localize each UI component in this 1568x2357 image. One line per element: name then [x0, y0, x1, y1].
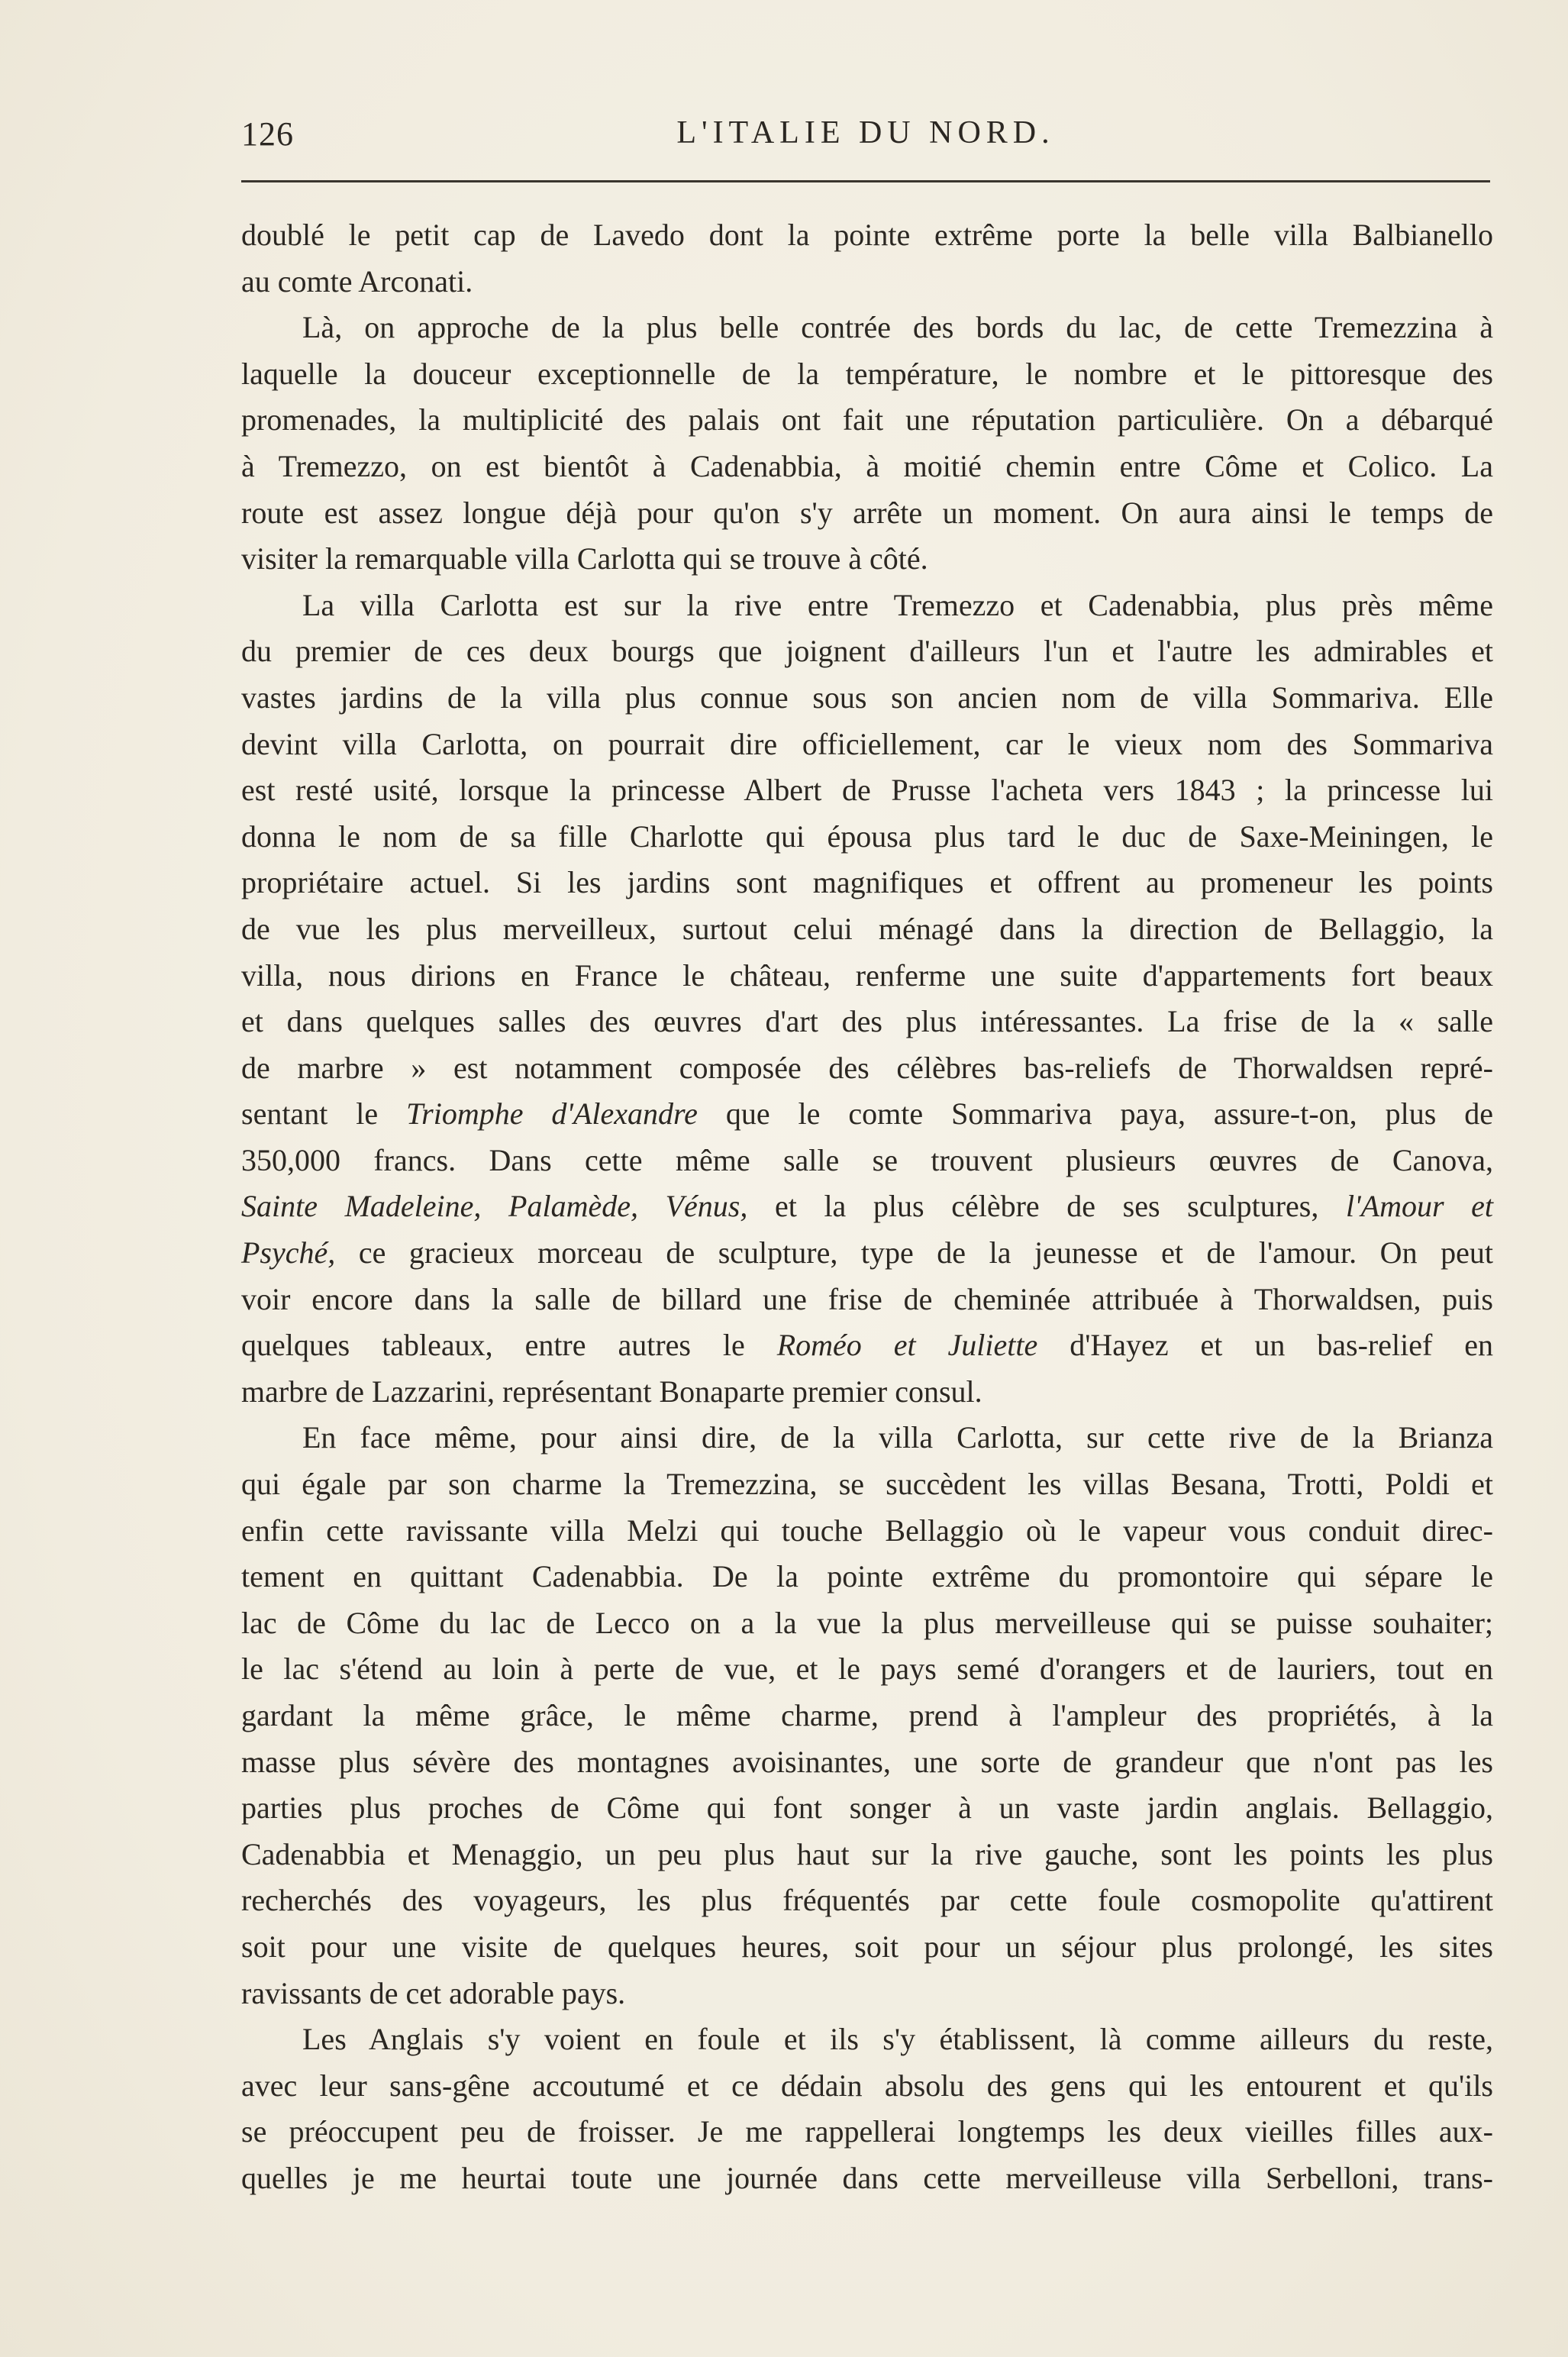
text-line: vastes jardins de la villa plus connue sous son ancien nom de villa Sommariva. Elle — [241, 680, 1493, 715]
text-line: quelles je me heurtai toute une journée dans cette merveilleuse villa Serbelloni, trans- — [241, 2160, 1493, 2195]
text-line: au comte Arconati. — [241, 263, 473, 299]
text-line-with-italic: quelques tableaux, entre autres le Roméo et Juliette d'Hayez et un bas-relief en — [241, 1328, 1493, 1363]
body-text — [241, 212, 1493, 2202]
paragraph-first-line: En face même, pour ainsi dire, de la villa Carlotta, sur cette rive de la Brianza — [302, 1420, 1493, 1455]
text-line: parties plus proches de Côme qui font songer à un vaste jardin anglais. Bellaggio, — [241, 1790, 1493, 1826]
text-line: se préoccupent peu de froisser. Je me rappellerai longtemps les deux vieilles filles aux- — [241, 2114, 1493, 2149]
text-line: enfin cette ravissante villa Melzi qui touche Bellaggio où le vapeur vous conduit direc- — [241, 1513, 1493, 1548]
text-line: donna le nom de sa fille Charlotte qui épousa plus tard le duc de Saxe-Meiningen, le — [241, 818, 1493, 854]
text-line: voir encore dans la salle de billard une frise de cheminée attribuée à Thorwaldsen, puis — [241, 1281, 1493, 1316]
running-title: L'ITALIE DU NORD. — [676, 115, 1055, 150]
header-rule — [241, 180, 1490, 182]
text-line: avec leur sans-gêne accoutumé et ce dédain absolu des gens qui les entourent et qu'ils — [241, 2068, 1493, 2103]
italic-title: Triomphe d'Alexandre — [406, 1096, 698, 1132]
italic-title: l'Amour et — [1345, 1189, 1494, 1224]
paragraph-first-line: Les Anglais s'y voient en foule et ils s'y établissent, là comme ailleurs du reste, — [302, 2022, 1493, 2057]
text-line: doublé le petit cap de Lavedo dont la pointe extrême porte la belle villa Balbianello — [241, 218, 1493, 252]
text-line: villa, nous dirions en France le château, renferme une suite d'appartements fort beaux — [241, 957, 1493, 993]
text-line: du premier de ces deux bourgs que joignent d'ailleurs l'un et l'autre les admirables et — [241, 634, 1493, 669]
page-header — [241, 115, 1490, 153]
text-line: 350,000 francs. Dans cette même salle se trouvent plusieurs œuvres de Canova, — [241, 1142, 1493, 1177]
text-line: promenades, la multiplicité des palais ont fait une réputation particulière. On a débarqué — [241, 402, 1493, 437]
text-line: route est assez longue déjà pour qu'on s'y arrête un moment. On aura ainsi le temps de — [241, 495, 1493, 530]
page-number: 126 — [241, 115, 294, 153]
text-line: gardant la même grâce, le même charme, prend à l'ampleur des propriétés, à la — [241, 1698, 1493, 1732]
text-line: tement en quittant Cadenabbia. De la pointe extrême du promontoire qui sépare le — [241, 1559, 1493, 1594]
text-line: soit pour une visite de quelques heures, soit pour un séjour plus prolongé, les sites — [241, 1929, 1493, 1964]
text-line: de marbre » est notamment composée des célèbres bas-reliefs de Thorwaldsen repré- — [241, 1050, 1493, 1085]
text-line: visiter la remarquable villa Carlotta qui se trouve à côté. — [241, 541, 928, 576]
text-line: à Tremezzo, on est bientôt à Cadenabbia, à moitié chemin entre Côme et Colico. La — [241, 448, 1493, 483]
text-line: de vue les plus merveilleux, surtout celui ménagé dans la direction de Bellaggio, la — [241, 911, 1493, 946]
text-line-with-italic: Psyché, ce gracieux morceau de sculpture, type de la jeunesse et de l'amour. On peut — [241, 1235, 1493, 1271]
text-line: Cadenabbia et Menaggio, un peu plus haut sur la rive gauche, sont les points les plus — [241, 1836, 1493, 1871]
text-line: le lac s'étend au loin à perte de vue, et le pays semé d'orangers et de lauriers, tout en — [241, 1652, 1493, 1687]
text-line: lac de Côme du lac de Lecco on a la vue la plus merveilleuse qui se puisse souhaiter; — [241, 1605, 1493, 1640]
text-line-with-italic: sentant le Triomphe d'Alexandre que le comte Sommariva paya, assure-t-on, plus de — [241, 1096, 1493, 1132]
text-line: masse plus sévère des montagnes avoisinantes, une sorte de grandeur que n'ont pas les — [241, 1744, 1493, 1779]
text-line: propriétaire actuel. Si les jardins sont magnifiques et offrent au promeneur les points — [241, 865, 1493, 900]
text-line: ravissants de cet adorable pays. — [241, 1975, 626, 2010]
text-line: marbre de Lazzarini, représentant Bonaparte premier consul. — [241, 1374, 982, 1409]
text-line: devint villa Carlotta, on pourrait dire officiellement, car le vieux nom des Sommariva — [241, 726, 1493, 761]
text-line-with-italic: Sainte Madeleine, Palamède, Vénus, et la plus célèbre de ses sculptures, l'Amour et — [241, 1189, 1494, 1224]
italic-title: Sainte Madeleine, Palamède, Vénus, — [241, 1189, 748, 1224]
text-line: qui égale par son charme la Tremezzina, se succèdent les villas Besana, Trotti, Poldi et — [241, 1467, 1493, 1502]
text-line: est resté usité, lorsque la princesse Albert de Prusse l'acheta vers 1843 ; la princesse lui — [241, 773, 1493, 808]
paragraph-first-line: Là, on approche de la plus belle contrée des bords du lac, de cette Tremezzina à — [302, 310, 1493, 345]
text-line: recherchés des voyageurs, les plus fréquentés par cette foule cosmopolite qu'attirent — [241, 1883, 1493, 1918]
text-line: laquelle la douceur exceptionnelle de la température, le nombre et le pittoresque des — [241, 356, 1493, 391]
italic-title: Roméo et Juliette — [776, 1328, 1038, 1363]
italic-title: Psyché, — [241, 1235, 336, 1271]
text-line: et dans quelques salles des œuvres d'art des plus intéressantes. La frise de la « salle — [241, 1004, 1493, 1039]
paragraph-first-line: La villa Carlotta est sur la rive entre Tremezzo et Cadenabbia, plus près même — [302, 587, 1493, 622]
